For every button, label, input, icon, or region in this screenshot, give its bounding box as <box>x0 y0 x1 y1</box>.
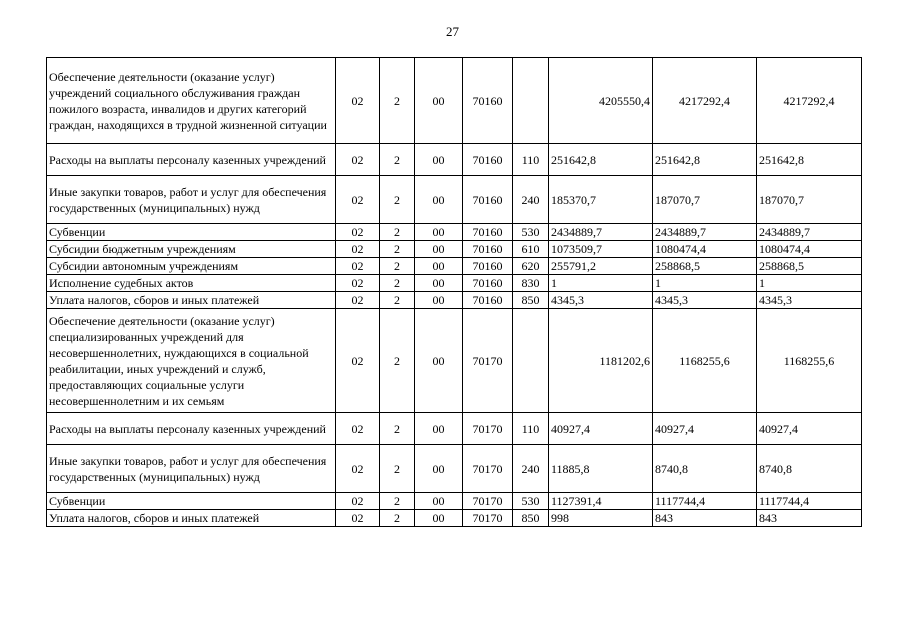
row-name-cell: Иные закупки товаров, работ и услуг для обеспечения государственных (муниципальных) нужд <box>47 176 336 224</box>
value-year3-cell: 1117744,4 <box>757 493 862 510</box>
value-year2-cell: 2434889,7 <box>653 224 757 241</box>
expense-type-cell: 530 <box>513 224 549 241</box>
target-code-cell: 70160 <box>463 224 513 241</box>
section-code-cell: 02 <box>336 258 380 275</box>
program-code-cell: 00 <box>415 241 463 258</box>
section-code-cell: 02 <box>336 510 380 527</box>
value-year3-cell: 251642,8 <box>757 144 862 176</box>
value-year2-cell: 843 <box>653 510 757 527</box>
section-code-cell: 02 <box>336 445 380 493</box>
value-year3-cell: 4217292,4 <box>757 58 862 144</box>
row-name-cell: Исполнение судебных актов <box>47 275 336 292</box>
target-code-cell: 70160 <box>463 292 513 309</box>
value-year2-cell: 1 <box>653 275 757 292</box>
value-year2-cell: 4345,3 <box>653 292 757 309</box>
value-year1-cell: 4205550,4 <box>549 58 653 144</box>
target-code-cell: 70170 <box>463 309 513 413</box>
expense-type-cell: 530 <box>513 493 549 510</box>
section-code-cell: 02 <box>336 144 380 176</box>
row-name-cell: Субвенции <box>47 493 336 510</box>
expense-type-cell: 110 <box>513 144 549 176</box>
value-year1-cell: 255791,2 <box>549 258 653 275</box>
section-code-cell: 02 <box>336 241 380 258</box>
value-year1-cell: 2434889,7 <box>549 224 653 241</box>
budget-table <box>46 57 862 527</box>
subsection-code-cell: 2 <box>380 58 415 144</box>
expense-type-cell: 110 <box>513 413 549 445</box>
expense-type-cell: 620 <box>513 258 549 275</box>
subsection-code-cell: 2 <box>380 510 415 527</box>
value-year3-cell: 187070,7 <box>757 176 862 224</box>
value-year1-cell: 185370,7 <box>549 176 653 224</box>
program-code-cell: 00 <box>415 176 463 224</box>
expense-type-cell: 240 <box>513 445 549 493</box>
program-code-cell: 00 <box>415 309 463 413</box>
subsection-code-cell: 2 <box>380 445 415 493</box>
program-code-cell: 00 <box>415 58 463 144</box>
value-year1-cell: 1073509,7 <box>549 241 653 258</box>
section-code-cell: 02 <box>336 176 380 224</box>
table-row <box>47 58 862 144</box>
target-code-cell: 70160 <box>463 144 513 176</box>
value-year2-cell: 1117744,4 <box>653 493 757 510</box>
row-name-cell: Субсидии автономным учреждениям <box>47 258 336 275</box>
subsection-code-cell: 2 <box>380 258 415 275</box>
target-code-cell: 70160 <box>463 176 513 224</box>
program-code-cell: 00 <box>415 510 463 527</box>
expense-type-cell <box>513 58 549 144</box>
value-year1-cell: 1181202,6 <box>549 309 653 413</box>
value-year2-cell: 1168255,6 <box>653 309 757 413</box>
program-code-cell: 00 <box>415 144 463 176</box>
subsection-code-cell: 2 <box>380 292 415 309</box>
target-code-cell: 70170 <box>463 445 513 493</box>
subsection-code-cell: 2 <box>380 493 415 510</box>
table-row <box>47 224 862 241</box>
subsection-code-cell: 2 <box>380 413 415 445</box>
value-year2-cell: 258868,5 <box>653 258 757 275</box>
value-year2-cell: 251642,8 <box>653 144 757 176</box>
table-row <box>47 144 862 176</box>
value-year3-cell: 8740,8 <box>757 445 862 493</box>
section-code-cell: 02 <box>336 493 380 510</box>
section-code-cell: 02 <box>336 58 380 144</box>
subsection-code-cell: 2 <box>380 241 415 258</box>
expense-type-cell: 610 <box>513 241 549 258</box>
program-code-cell: 00 <box>415 445 463 493</box>
table-row <box>47 258 862 275</box>
subsection-code-cell: 2 <box>380 275 415 292</box>
row-name-cell: Субвенции <box>47 224 336 241</box>
expense-type-cell: 830 <box>513 275 549 292</box>
target-code-cell: 70170 <box>463 493 513 510</box>
table-row <box>47 510 862 527</box>
table-row <box>47 275 862 292</box>
section-code-cell: 02 <box>336 413 380 445</box>
value-year1-cell: 251642,8 <box>549 144 653 176</box>
program-code-cell: 00 <box>415 413 463 445</box>
target-code-cell: 70170 <box>463 413 513 445</box>
value-year3-cell: 843 <box>757 510 862 527</box>
subsection-code-cell: 2 <box>380 176 415 224</box>
program-code-cell: 00 <box>415 258 463 275</box>
value-year2-cell: 187070,7 <box>653 176 757 224</box>
value-year2-cell: 8740,8 <box>653 445 757 493</box>
target-code-cell: 70160 <box>463 275 513 292</box>
value-year1-cell: 4345,3 <box>549 292 653 309</box>
expense-type-cell: 850 <box>513 510 549 527</box>
row-name-cell: Иные закупки товаров, работ и услуг для обеспечения государственных (муниципальных) нужд <box>47 445 336 493</box>
table-row <box>47 413 862 445</box>
row-name-cell: Уплата налогов, сборов и иных платежей <box>47 510 336 527</box>
value-year3-cell: 258868,5 <box>757 258 862 275</box>
value-year1-cell: 40927,4 <box>549 413 653 445</box>
value-year1-cell: 11885,8 <box>549 445 653 493</box>
program-code-cell: 00 <box>415 292 463 309</box>
subsection-code-cell: 2 <box>380 144 415 176</box>
value-year3-cell: 2434889,7 <box>757 224 862 241</box>
table-row <box>47 309 862 413</box>
table-row <box>47 493 862 510</box>
row-name-cell: Уплата налогов, сборов и иных платежей <box>47 292 336 309</box>
row-name-cell: Обеспечение деятельности (оказание услуг) специализированных учреждений для несовершеннолетних, нуждающихся в социальной реабилитации, иных учреждений и служб, предоставляющих социальные услуги несовершеннолетним и их семьям <box>47 309 336 413</box>
row-name-cell: Субсидии бюджетным учреждениям <box>47 241 336 258</box>
value-year2-cell: 1080474,4 <box>653 241 757 258</box>
row-name-cell: Расходы на выплаты персоналу казенных учреждений <box>47 144 336 176</box>
section-code-cell: 02 <box>336 309 380 413</box>
target-code-cell: 70170 <box>463 510 513 527</box>
value-year3-cell: 1168255,6 <box>757 309 862 413</box>
value-year2-cell: 40927,4 <box>653 413 757 445</box>
row-name-cell: Расходы на выплаты персоналу казенных учреждений <box>47 413 336 445</box>
row-name-cell: Обеспечение деятельности (оказание услуг) учреждений социального обслуживания граждан пожилого возраста, инвалидов и других категорий граждан, находящихся в трудной жизненной ситуации <box>47 58 336 144</box>
value-year1-cell: 998 <box>549 510 653 527</box>
expense-type-cell <box>513 309 549 413</box>
target-code-cell: 70160 <box>463 58 513 144</box>
value-year3-cell: 40927,4 <box>757 413 862 445</box>
subsection-code-cell: 2 <box>380 309 415 413</box>
value-year1-cell: 1127391,4 <box>549 493 653 510</box>
value-year1-cell: 1 <box>549 275 653 292</box>
program-code-cell: 00 <box>415 275 463 292</box>
value-year3-cell: 4345,3 <box>757 292 862 309</box>
program-code-cell: 00 <box>415 493 463 510</box>
expense-type-cell: 850 <box>513 292 549 309</box>
program-code-cell: 00 <box>415 224 463 241</box>
table-body <box>47 58 862 527</box>
target-code-cell: 70160 <box>463 241 513 258</box>
value-year2-cell: 4217292,4 <box>653 58 757 144</box>
table-row <box>47 241 862 258</box>
value-year3-cell: 1 <box>757 275 862 292</box>
section-code-cell: 02 <box>336 292 380 309</box>
expense-type-cell: 240 <box>513 176 549 224</box>
section-code-cell: 02 <box>336 224 380 241</box>
table-row <box>47 176 862 224</box>
value-year3-cell: 1080474,4 <box>757 241 862 258</box>
target-code-cell: 70160 <box>463 258 513 275</box>
subsection-code-cell: 2 <box>380 224 415 241</box>
section-code-cell: 02 <box>336 275 380 292</box>
table-row <box>47 445 862 493</box>
page-number: 27 <box>446 24 459 39</box>
table-row <box>47 292 862 309</box>
